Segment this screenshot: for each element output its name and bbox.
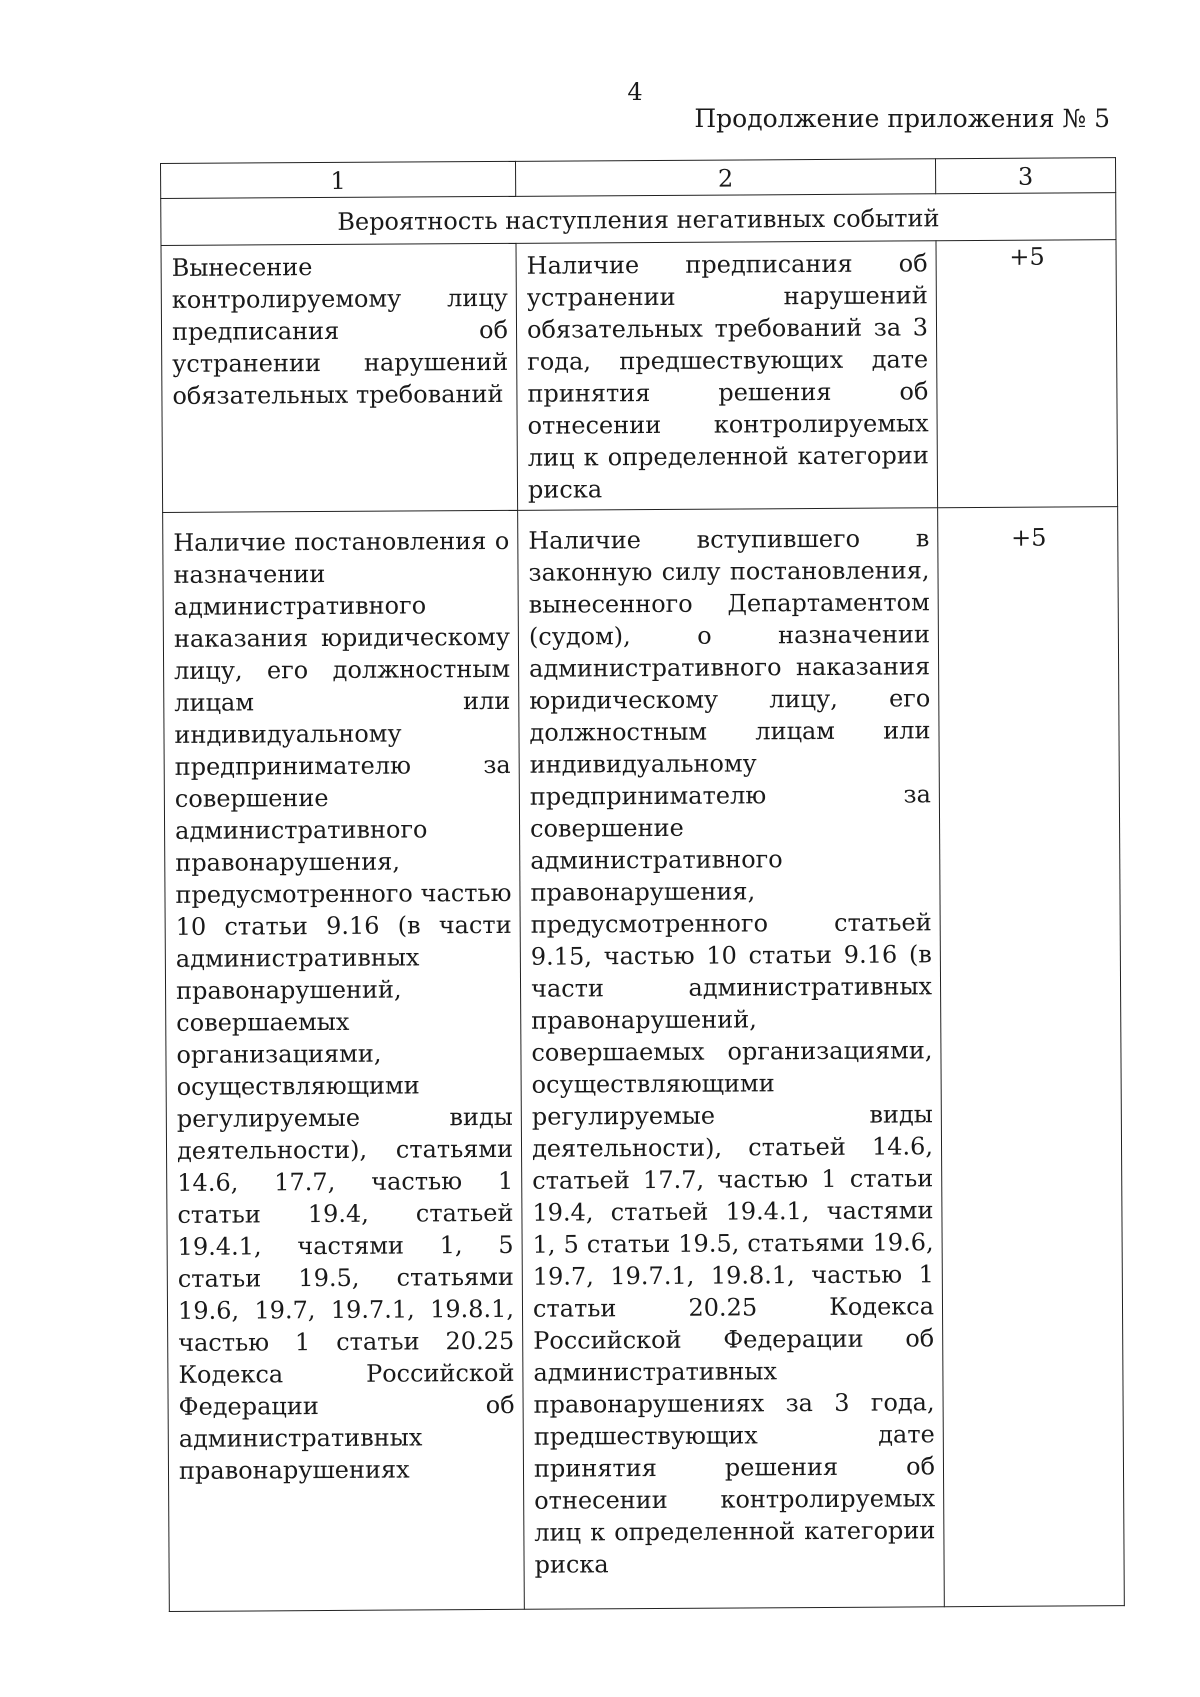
column-number-2: 2 — [515, 159, 935, 197]
risk-criteria-table — [160, 157, 1125, 1612]
page-number: 4 — [627, 78, 643, 106]
table-row — [161, 240, 1118, 513]
table-header-row — [161, 158, 1116, 199]
condition-cell: Наличие вступившего в законную силу постановления, вынесенного Департаментом (судом), о назначении административного наказания юридическому лицу, его должностным лицам или индивидуальному предпринимателю за совершение административного правонарушения, предусмотренного статьей 9.15, частью 10 статьи 9.16 (в части административных правонарушений, совершаемых организациями, осуществляющими регулируемые виды деятельности), статьей 14.6, статьей 17.7, частью 1 статьи 19.4, статьей 19.4.1, частями 1, 5 статьи 19.5, статьями 19.6, 19.7, 19.7.1, 19.8.1, частью 1 статьи 20.25 Кодекса Российской Федерации об административных правонарушениях за 3 года, предшествующих дате принятия решения об отнесении контролируемых лиц к определенной категории риска — [518, 508, 945, 1610]
column-number-1: 1 — [161, 161, 516, 198]
section-row — [161, 193, 1116, 246]
condition-cell: Наличие предписания об устранении нарушений обязательных требований за 3 года, предшествующих дате принятия решения об отнесении контролируемых лиц к определенной категории риска — [516, 241, 938, 511]
criterion-cell: Наличие постановления о назначении административного наказания юридическому лицу, его должностным лицам или индивидуальному предпринимателю за совершение административного правонарушения, предусмотренного частью 10 статьи 9.16 (в части административных правонарушений, совершаемых организациями, осуществляющими регулируемые виды деятельности), статьями 14.6, 17.7, частью 1 статьи 19.4, статьей 19.4.1, частями 1, 5 статьи 19.5, статьями 19.6, 19.7, 19.7.1, 19.8.1, частью 1 статьи 20.25 Кодекса Российской Федерации об административных правонарушениях — [163, 510, 525, 1611]
table-row — [163, 507, 1125, 1612]
score-cell: +5 — [936, 240, 1118, 508]
column-number-3: 3 — [935, 158, 1115, 194]
score-cell: +5 — [938, 507, 1125, 1607]
appendix-continuation-label: Продолжение приложения № 5 — [694, 104, 1110, 133]
section-title: Вероятность наступления негативных событий — [161, 193, 1116, 246]
criterion-cell: Вынесение контролируемому лицу предписания об устранении нарушений обязательных требований — [161, 243, 518, 512]
